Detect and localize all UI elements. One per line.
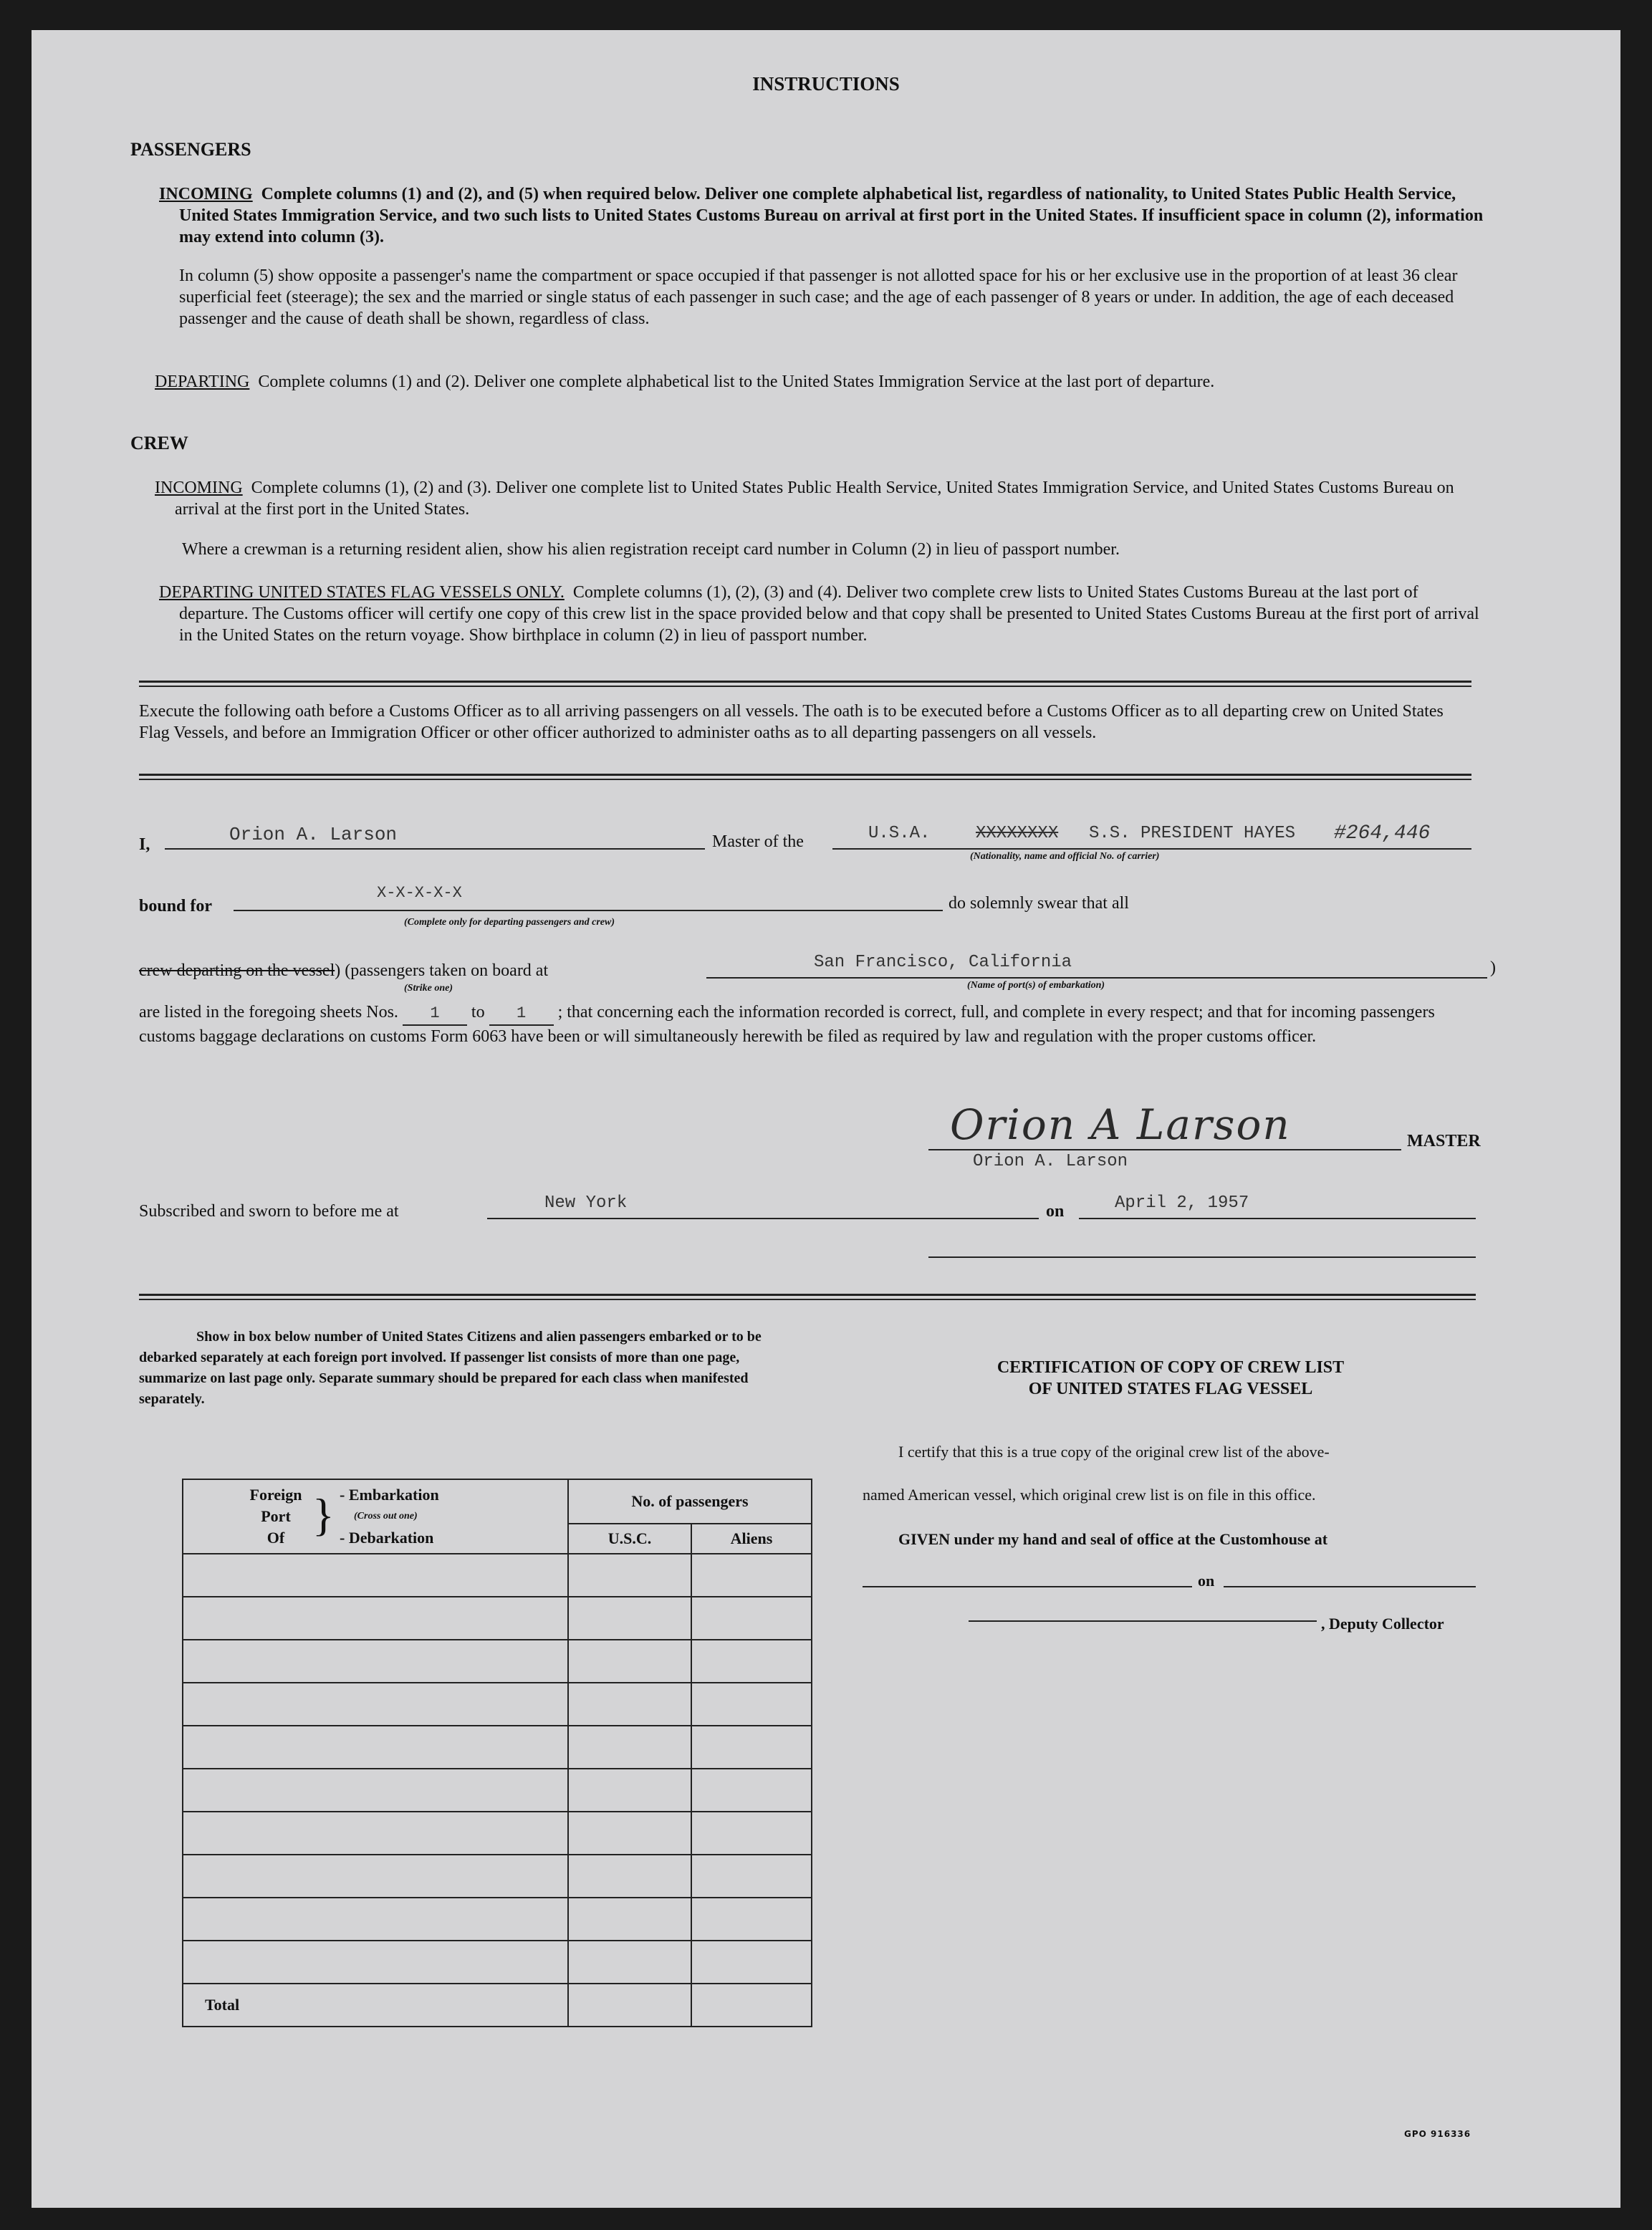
table-cell [183, 1855, 568, 1898]
summary-instructions: Show in box below number of United States Citizens and alien passengers embarked or to be debarked separately at each foreign port involved. If passenger list consists of more than one page, summarize on last page only. Separate summary should be prepared for each class when manifested separately. [139, 1329, 762, 1407]
table-row [183, 1769, 812, 1812]
passengers-incoming-label: INCOMING [159, 185, 253, 203]
table-cell [568, 1683, 691, 1726]
table-cell [183, 1726, 568, 1769]
passengers-heading: PASSENGERS [130, 139, 251, 160]
form-sheet [32, 30, 1620, 2208]
port-caption: (Name of port(s) of embarkation) [967, 980, 1105, 991]
table-cell [691, 1812, 812, 1855]
master-name-field [165, 824, 705, 850]
col-port-1: Foreign [249, 1486, 302, 1504]
crew-incoming-text: Complete columns (1), (2) and (3). Deliver one complete list to United States Public Health Service, United States Immigration Service, and United States Customs Bureau on arrival at the first port in the United States. [175, 479, 1454, 519]
passenger-option-text: ) (passengers taken on board at [335, 961, 549, 980]
crew-departing-text: Complete columns (1), (2), (3) and (4). Deliver two complete crew lists to United States Customs Bureau at the last port of departure. The Customs officer will certify one copy of this crew list in the space provided below and that copy shall be presented to United States Customs Bureau at the first port of arrival in the United States on the return voyage. Show birthplace in column (2) in lieu of passport number. [179, 583, 1479, 645]
crew-passenger-option [139, 961, 548, 981]
crew-heading: CREW [130, 433, 188, 453]
table-cell [568, 1554, 691, 1597]
crew-incoming-para [155, 477, 1490, 520]
table-row [183, 1941, 812, 1984]
table-row [183, 1812, 812, 1855]
passenger-summary-table [182, 1479, 812, 2027]
sworn-place-value: New York [544, 1193, 628, 1213]
vessel-official-no: #264,446 [1334, 822, 1431, 845]
table-cell [183, 1554, 568, 1597]
col-embarkation: - Embarkation [340, 1486, 439, 1504]
port-close-paren: ) [1490, 958, 1496, 977]
table-cell [568, 1597, 691, 1640]
table-cell [568, 1855, 691, 1898]
table-cell [691, 1683, 812, 1726]
officer-signature-line [928, 1255, 1476, 1258]
bound-value: X-X-X-X-X [377, 884, 462, 902]
divider-double [139, 681, 1471, 687]
vessel-nationality: U.S.A. [868, 824, 931, 843]
table-cell [691, 1726, 812, 1769]
passengers-incoming-para [159, 183, 1490, 248]
crew-departing-label: DEPARTING UNITED STATES FLAG VESSELS ONLY. [159, 583, 565, 602]
col-usc: U.S.C. [568, 1524, 691, 1554]
oath-instructions: Execute the following oath before a Customs Officer as to all arriving passengers on all vessels. The oath is to be executed before a Customs Officer as to all departing crew on United States Flag Vessels, and before an Immigration Officer or other officer authorized to administer oaths as to all departing passengers on all vessels. [139, 702, 1444, 742]
listed-rest: ; that concerning each the information recorded is correct, full, and complete in every respect; and that for incoming passengers customs baggage declarations on customs Form 6063 have been or will simultaneously herewith be filed as required by law and regulation with the proper customs officer. [139, 1003, 1435, 1046]
table-row [183, 1683, 812, 1726]
bound-field [234, 884, 943, 911]
table-row [183, 1554, 812, 1597]
table-cell [691, 1769, 812, 1812]
sworn-place-field [487, 1193, 1039, 1219]
table-row [183, 1640, 812, 1683]
table-cell [691, 1984, 812, 2027]
passengers-departing-label: DEPARTING [155, 373, 250, 391]
sheet-to-value: 1 [516, 1004, 527, 1022]
col-port-2: Port [261, 1507, 291, 1525]
table-cell [183, 1640, 568, 1683]
swear-text: do solemnly swear that all [949, 894, 1129, 913]
table-cell [183, 1898, 568, 1941]
port-value: San Francisco, California [814, 953, 1072, 972]
page-title: INSTRUCTIONS [752, 73, 900, 95]
certification-title-line2: OF UNITED STATES FLAG VESSEL [1028, 1380, 1313, 1398]
table-cell [691, 1640, 812, 1683]
certification-line1: I certify that this is a true copy of the original crew list of the above- [898, 1443, 1330, 1461]
total-label: Total [183, 1984, 568, 2027]
table-cell [691, 1554, 812, 1597]
passengers-column5-para: In column (5) show opposite a passenger's name the compartment or space occupied if that passenger is not allotted space for his or her exclusive use in the proportion of at least 36 clear superficial feet (steerage); the sex and the married or single status of each passenger in such case; and the age of each passenger of 8 years or under. In addition, the age of each deceased passenger and the cause of death shall be shown, regardless of class. [179, 266, 1458, 328]
vessel-struck-text: XXXXXXXX [976, 824, 1059, 843]
customhouse-field [863, 1569, 1192, 1587]
vessel-name: S.S. PRESIDENT HAYES [1089, 824, 1296, 843]
passengers-departing-para [155, 371, 1490, 393]
signature-field [928, 1100, 1401, 1150]
strike-caption: (Strike one) [404, 983, 453, 994]
table-cell [691, 1597, 812, 1640]
certification-line3: GIVEN under my hand and seal of office at the Customhouse at [898, 1530, 1328, 1548]
table-cell [691, 1898, 812, 1941]
certification-title [863, 1357, 1479, 1400]
certification-date-field [1224, 1569, 1476, 1587]
sheet-from-value: 1 [430, 1004, 440, 1022]
to-label: to [471, 1003, 485, 1022]
table-row [183, 1597, 812, 1640]
listed-text: are listed in the foregoing sheets Nos. [139, 1003, 398, 1022]
total-row [183, 1984, 812, 2027]
table-row [183, 1726, 812, 1769]
certification-title-line1: CERTIFICATION OF COPY OF CREW LIST [997, 1358, 1345, 1377]
certification-on-label: on [1198, 1572, 1215, 1590]
bound-caption: (Complete only for departing passengers and crew) [404, 917, 615, 928]
divider-double [139, 1294, 1476, 1300]
bound-label: bound for [139, 897, 213, 915]
struck-crew-option: crew departing on the vessel [139, 961, 335, 980]
port-field [706, 954, 1487, 979]
table-cell [691, 1941, 812, 1984]
oath-i-label: I, [139, 835, 150, 854]
table-cell [568, 1769, 691, 1812]
master-name-value: Orion A. Larson [229, 824, 398, 845]
table-cell [183, 1597, 568, 1640]
table-cell [568, 1640, 691, 1683]
table-cell [691, 1855, 812, 1898]
crew-departing-para [159, 582, 1490, 646]
crew-incoming-label: INCOMING [155, 479, 243, 497]
sheet-from-field [403, 1001, 467, 1026]
master-signature: Orion A Larson [950, 1100, 1291, 1149]
table-cell [568, 1941, 691, 1984]
sworn-on-label: on [1046, 1202, 1065, 1221]
master-label: MASTER [1407, 1132, 1481, 1150]
table-cell [183, 1769, 568, 1812]
table-row [183, 1898, 812, 1941]
brace-icon: } [312, 1489, 335, 1540]
crew-resident-para: Where a crewman is a returning resident alien, show his alien registration receipt card number in Column (2) in lieu of passport number. [182, 540, 1120, 559]
table-header-row [183, 1479, 812, 1524]
footer-code: GPO 916336 [1404, 2129, 1471, 2139]
deputy-collector-field [969, 1603, 1317, 1622]
passengers-incoming-text: Complete columns (1) and (2), and (5) when required below. Deliver one complete alphabetical list, regardless of nationality, to United States Public Health Service, United States Immigration Service, and two such lists to United States Customs Bureau on arrival at first port in the United States. If insufficient space in column (2), information may extend into column (3). [179, 185, 1484, 246]
table-cell [568, 1812, 691, 1855]
master-of-label: Master of the [712, 832, 804, 851]
oath-paragraph [139, 1001, 1486, 1047]
table-row [183, 1855, 812, 1898]
port-column-header [183, 1479, 568, 1554]
sheet-to-field [489, 1001, 554, 1026]
table-cell [183, 1812, 568, 1855]
sworn-date-field [1079, 1193, 1476, 1219]
sworn-label: Subscribed and sworn to before me at [139, 1202, 399, 1221]
table-cell [183, 1941, 568, 1984]
vessel-field [832, 824, 1471, 850]
table-cell [183, 1683, 568, 1726]
divider-double [139, 774, 1471, 780]
certification-line2: named American vessel, which original crew list is on file in this office. [863, 1486, 1316, 1504]
col-cross-out: (Cross out one) [354, 1511, 418, 1522]
vessel-caption: (Nationality, name and official No. of carrier) [970, 851, 1160, 862]
sworn-date-value: April 2, 1957 [1115, 1193, 1249, 1213]
passengers-departing-text: Complete columns (1) and (2). Deliver one complete alphabetical list to the United States Immigration Service at the last port of departure. [258, 373, 1215, 391]
col-passengers: No. of passengers [568, 1479, 812, 1524]
deputy-collector-label: , Deputy Collector [1321, 1615, 1444, 1633]
table-cell [568, 1984, 691, 2027]
col-aliens: Aliens [691, 1524, 812, 1554]
col-debarkation: - Debarkation [340, 1529, 434, 1547]
table-cell [568, 1898, 691, 1941]
table-cell [568, 1726, 691, 1769]
col-port-3: Of [266, 1529, 285, 1547]
signature-typed: Orion A. Larson [973, 1152, 1128, 1171]
